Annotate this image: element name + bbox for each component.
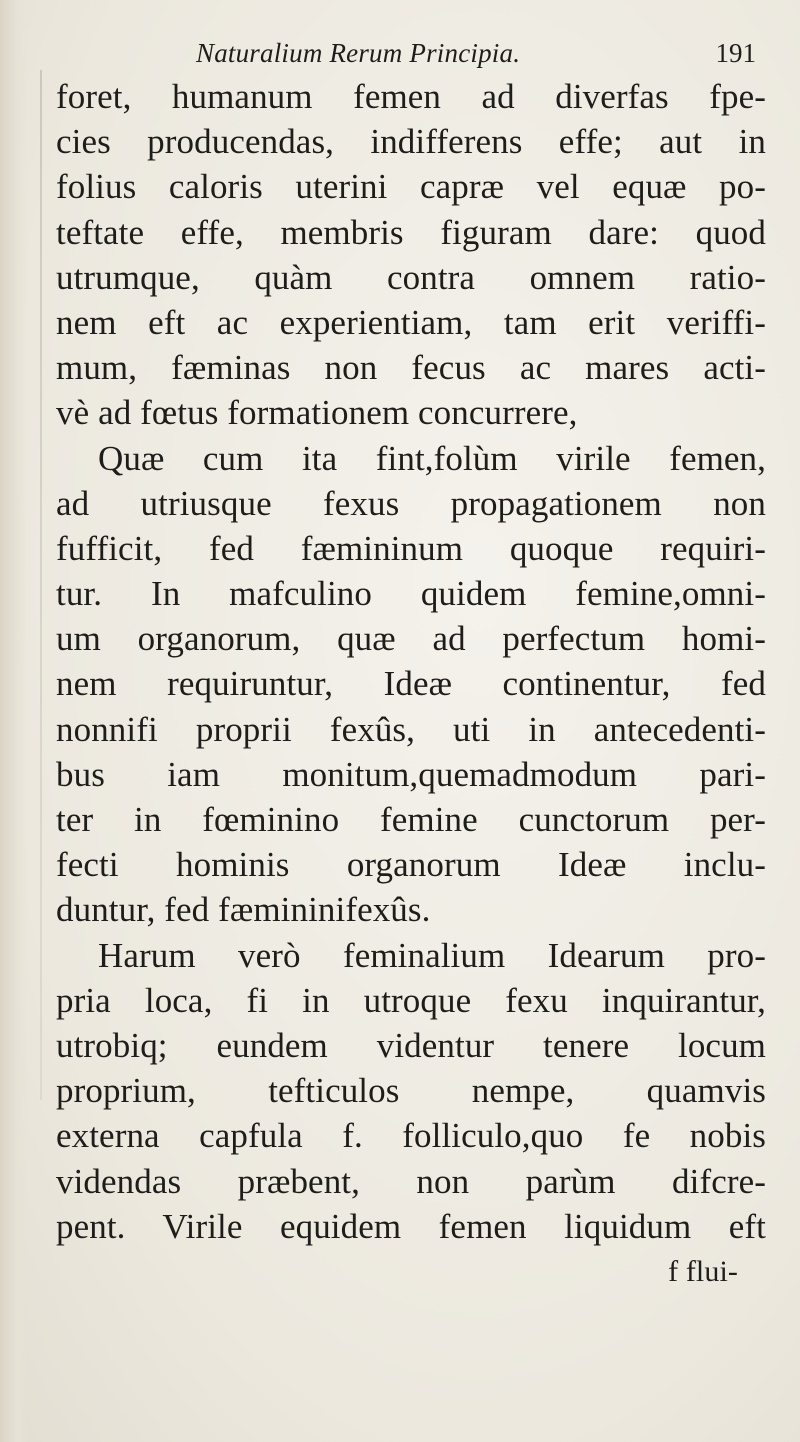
text-line: um organorum, quæ ad perfectum homi-	[56, 619, 766, 659]
text-line: foret, humanum femen ad diverfas fpe-	[56, 77, 766, 116]
text-line: pria loca, fi in utroque fexu inquirantur,	[56, 980, 766, 1020]
text-line: duntur, fed fæmininifexûs.	[56, 890, 431, 930]
catchword: f flui-	[668, 1254, 738, 1288]
text-line: fecti hominis organorum Ideæ inclu-	[56, 845, 766, 885]
text-line: videndas præbent, non parùm difcre-	[56, 1161, 766, 1201]
page-number: 191	[715, 38, 756, 68]
text-line: teftate effe, membris figuram dare: quod	[56, 212, 766, 252]
text-line: Harum verò feminalium Idearum pro-	[98, 935, 766, 975]
page-gutter	[0, 0, 28, 1442]
text-line: proprium, tefticulos nempe, quamvis	[56, 1071, 766, 1111]
text-line: folius caloris uterini capræ vel equæ po-	[56, 167, 766, 207]
text-line: utrumque, quàm contra omnem ratio-	[56, 257, 766, 297]
text-line: vè ad fœtus formationem concurrere,	[56, 393, 578, 433]
text-line: cies producendas, indifferens effe; aut in	[56, 122, 766, 162]
body-text	[56, 74, 766, 1294]
text-line: nem requiruntur, Ideæ continentur, fed	[56, 664, 766, 704]
text-line: nonnifi proprii fexûs, uti in antecedenti-	[56, 709, 766, 749]
text-line: fufficit, fed fæmininum quoque requiri-	[56, 528, 766, 568]
text-line: nem eft ac experientiam, tam erit veriffi-	[56, 302, 766, 342]
binding-shadow	[40, 70, 42, 1100]
running-head: Naturalium Rerum Principia.	[196, 38, 521, 68]
text-line: tur. In mafculino quidem femine,omni-	[56, 574, 766, 614]
text-line: ter in fœminino femine cunctorum per-	[56, 800, 766, 839]
text-line: utrobiq; eundem videntur tenere locum	[56, 1025, 766, 1065]
text-line: ad utriusque fexus propagationem non	[56, 483, 766, 523]
text-line: Quæ cum ita fint,folùm virile femen,	[98, 438, 766, 478]
text-line: mum, fæminas non fecus ac mares acti-	[56, 348, 766, 388]
text-line: bus iam monitum,quemadmodum pari-	[56, 754, 766, 794]
page-header	[196, 38, 756, 78]
text-line: pent. Virile equidem femen liquidum eft	[56, 1206, 766, 1246]
text-line: externa capfula f. folliculo,quo fe nobis	[56, 1116, 766, 1156]
